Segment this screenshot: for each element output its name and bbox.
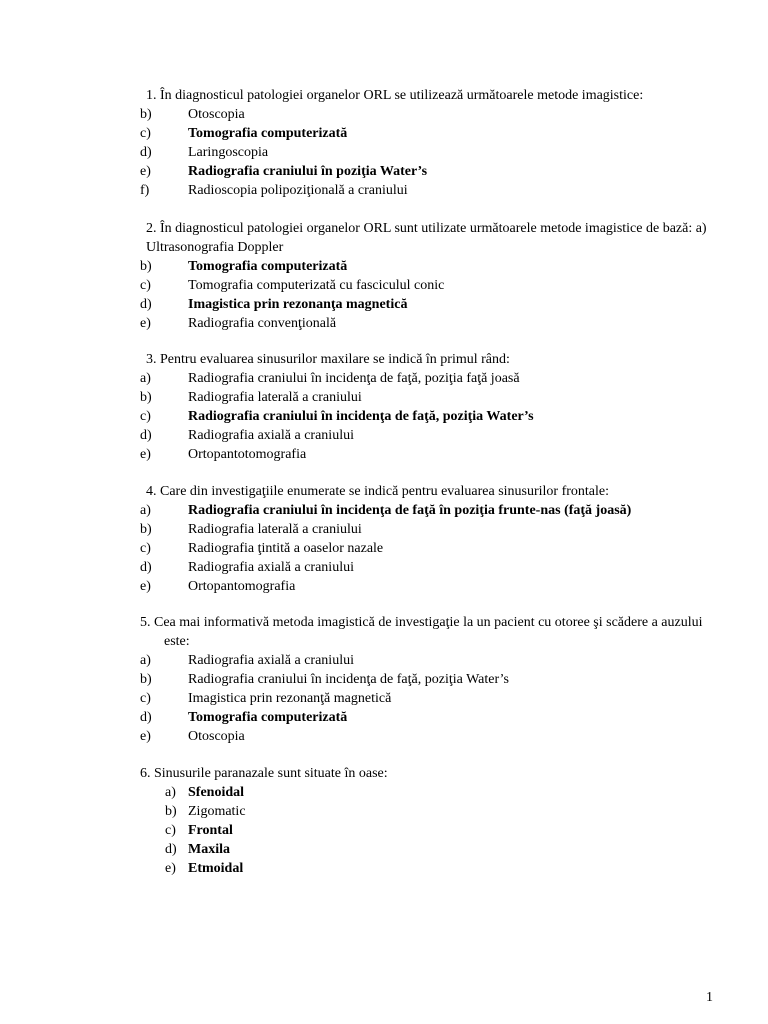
- option-letter: a): [140, 653, 151, 668]
- question-5: [140, 613, 720, 746]
- option: [140, 276, 720, 295]
- option-text: Radiografia craniului în incidenţa de faţă, poziţia Water’s: [188, 672, 510, 687]
- option-letter: b): [140, 522, 152, 537]
- option-letter: b): [165, 804, 177, 819]
- option: [140, 162, 720, 181]
- option-text: Radiografia convenţională: [188, 316, 337, 331]
- option-letter: d): [140, 297, 152, 312]
- option-letter: d): [165, 842, 177, 857]
- option: [140, 501, 720, 520]
- option: [140, 689, 720, 708]
- option: [140, 295, 720, 314]
- option-letter: d): [140, 145, 152, 160]
- option-letter: d): [140, 428, 152, 443]
- page-number: 1: [706, 990, 713, 1005]
- option-text: Radiografia craniului în incidenţa de faţă, poziţia faţă joasă: [188, 371, 520, 386]
- option-text: Etmoidal: [188, 861, 244, 876]
- option-letter: a): [165, 785, 176, 800]
- option-letter: b): [140, 390, 152, 405]
- option: [140, 369, 720, 388]
- question-stem: 2. În diagnosticul patologiei organelor ORL sunt utilizate următoarele metode imagistice de bază: a) Ultrasonografia Doppler: [146, 221, 707, 255]
- option-text: Radiografia craniului în incidenţa de faţă, poziţia Water’s: [188, 409, 534, 424]
- option: [140, 388, 720, 407]
- option-text: Radiografia axială a craniului: [188, 560, 354, 575]
- question-stem: 3. Pentru evaluarea sinusurilor maxilare se indică în primul rând:: [146, 352, 510, 367]
- option: [140, 314, 720, 333]
- option-text: Radioscopia polipoziţională a craniului: [188, 183, 408, 198]
- option-letter: c): [140, 541, 151, 556]
- option-text: Ortopantotomografia: [188, 447, 307, 462]
- option: [140, 670, 720, 689]
- option-text: Radiografia craniului în incidenţa de faţă în poziţia frunte-nas (faţă joasă): [188, 503, 632, 518]
- option: [140, 124, 720, 143]
- option-letter: e): [140, 316, 151, 331]
- option: [140, 727, 720, 746]
- option: [140, 181, 720, 200]
- option-letter: e): [140, 164, 151, 179]
- option-letter: c): [140, 126, 151, 141]
- option: [140, 651, 720, 670]
- option-text: Otoscopia: [188, 107, 245, 122]
- option-text: Radiografia laterală a craniului: [188, 390, 362, 405]
- option-text: Imagistica prin rezonanţă magnetică: [188, 691, 392, 706]
- option-text: Sfenoidal: [188, 785, 245, 800]
- option: [140, 426, 720, 445]
- option: [140, 802, 720, 821]
- option-text: Imagistica prin rezonanţa magnetică: [188, 297, 408, 312]
- option: [140, 520, 720, 539]
- question-stem: 5. Cea mai informativă metoda imagistică de investigaţie la un pacient cu otoree şi scădere a auzului este:: [140, 615, 703, 649]
- option: [140, 105, 720, 124]
- option-letter: d): [140, 710, 152, 725]
- option-text: Tomografia computerizată: [188, 710, 348, 725]
- option: [140, 257, 720, 276]
- option-text: Tomografia computerizată: [188, 126, 348, 141]
- option-text: Radiografia axială a craniului: [188, 428, 354, 443]
- option-text: Maxila: [188, 842, 230, 857]
- option: [140, 445, 720, 464]
- option-letter: e): [140, 447, 151, 462]
- option-text: Laringoscopia: [188, 145, 269, 160]
- option: [140, 840, 720, 859]
- question-2: [140, 219, 720, 333]
- question-3: [140, 350, 720, 464]
- option: [140, 558, 720, 577]
- option-letter: d): [140, 560, 152, 575]
- option-letter: c): [165, 823, 176, 838]
- question-stem: 6. Sinusurile paranazale sunt situate în oase:: [140, 766, 388, 781]
- question-1: [140, 86, 720, 200]
- option: [140, 577, 720, 596]
- option-letter: c): [140, 691, 151, 706]
- option-letter: b): [140, 259, 152, 274]
- option: [140, 143, 720, 162]
- option-letter: f): [140, 183, 150, 198]
- option: [140, 539, 720, 558]
- option-text: Radiografia craniului în poziţia Water’s: [188, 164, 428, 179]
- option: [140, 407, 720, 426]
- option-text: Otoscopia: [188, 729, 245, 744]
- option-text: Ortopantomografia: [188, 579, 296, 594]
- option-text: Tomografia computerizată: [188, 259, 348, 274]
- option-letter: b): [140, 107, 152, 122]
- option-text: Zigomatic: [188, 804, 246, 819]
- option-text: Radiografia laterală a craniului: [188, 522, 362, 537]
- option-text: Radiografia axială a craniului: [188, 653, 354, 668]
- option: [140, 708, 720, 727]
- option-text: Tomografia computerizată cu fasciculul conic: [188, 278, 445, 293]
- option-letter: e): [165, 861, 176, 876]
- question-stem: 4. Care din investigaţiile enumerate se indică pentru evaluarea sinusurilor frontale:: [146, 484, 609, 499]
- question-stem: 1. În diagnosticul patologiei organelor ORL se utilizează următoarele metode imagistice:: [146, 88, 644, 103]
- option: [140, 859, 720, 878]
- option-letter: e): [140, 579, 151, 594]
- option-letter: c): [140, 278, 151, 293]
- option-letter: a): [140, 503, 151, 518]
- option: [140, 783, 720, 802]
- option-text: Radiografia ţintită a oaselor nazale: [188, 541, 384, 556]
- option-letter: b): [140, 672, 152, 687]
- option-letter: e): [140, 729, 151, 744]
- option-letter: c): [140, 409, 151, 424]
- option: [140, 821, 720, 840]
- question-4: [140, 482, 720, 596]
- option-letter: a): [140, 371, 151, 386]
- question-6: [140, 764, 720, 878]
- option-text: Frontal: [188, 823, 233, 838]
